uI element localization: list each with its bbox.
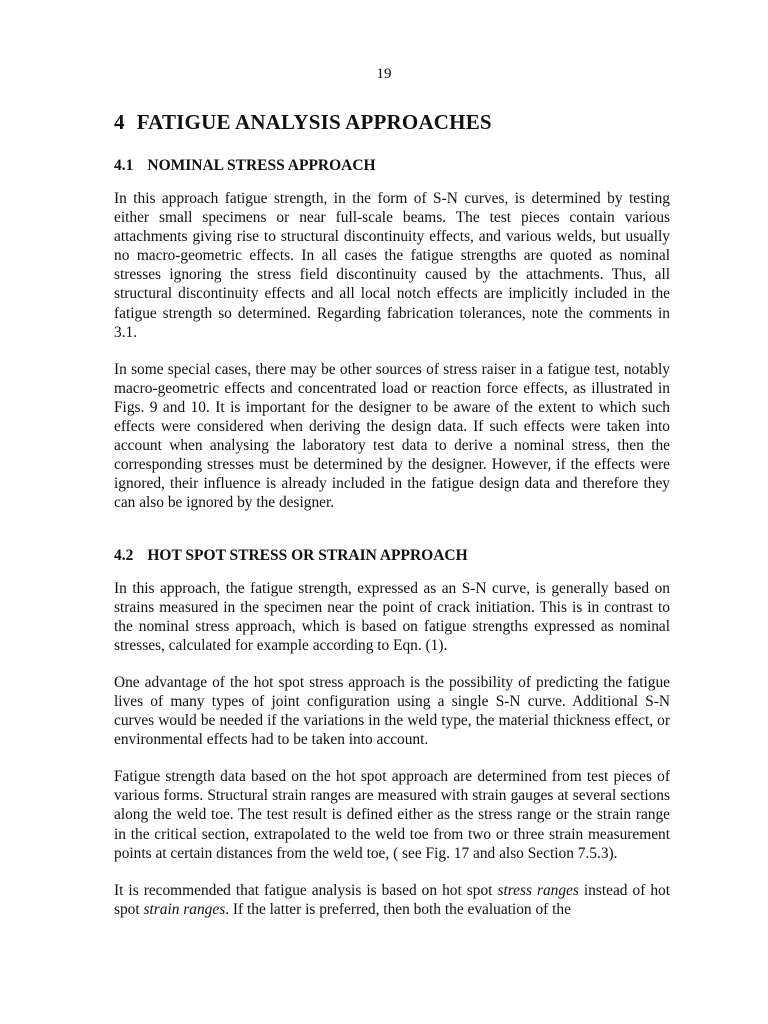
paragraph: Fatigue strength data based on the hot spot approach are determined from test pieces of various forms. Structural strain ranges are measured with strain gauges at several sections along the weld toe. The test result is defined either as the stress range or the strain range in the critical section, extrapolated to the weld toe from two or three strain measurement points at certain distances from the weld toe, ( see Fig. 17 and also Section 7.5.3). [114, 768, 670, 862]
paragraph: In this approach fatigue strength, in the form of S-N curves, is determined by testing either small specimens or near full-scale beams. The test pieces contain various attachments giving rise to structural discontinuity effects, and various welds, but usually no macro-geometric effects. In all cases the fatigue strengths are quoted as nominal stresses ignoring the stress field discontinuity caused by the attachments. Thus, all structural discontinuity effects and all local notch effects are implicitly included in the fatigue strength so determined. Regarding fabrication tolerances, note the comments in 3.1. [114, 190, 670, 341]
section-heading-4-1 [114, 157, 670, 175]
emphasis-stress-ranges: stress ranges [497, 881, 579, 899]
section-number: 4.2 [114, 546, 134, 564]
section-number: 4.1 [114, 157, 134, 174]
paragraph-partial [114, 881, 670, 919]
chapter-number: 4 [114, 110, 125, 134]
section-heading-4-2 [114, 547, 670, 565]
paragraph: In some special cases, there may be other sources of stress raiser in a fatigue test, notably macro-geometric effects and concentrated load or reaction force effects, as illustrated in Figs. 9 and 10. It is important for the designer to be aware of the extent to which such effects were considered when deriving the design data. If such effects were taken into account when analysing the laboratory test data to derive a nominal stress, then the corresponding stresses must be determined by the designer. However, if the effects were ignored, their influence is already included in the fatigue design data and therefore they can also be ignored by the designer. [114, 360, 670, 512]
chapter-heading [114, 110, 670, 135]
page-content [114, 110, 670, 919]
page-number: 19 [376, 66, 392, 82]
emphasis-strain-ranges: strain ranges [143, 900, 226, 918]
paragraph: One advantage of the hot spot stress approach is the possibility of predicting the fatigue lives of many types of joint configuration using a single S-N curve. Additional S-N curves would be needed if the variations in the weld type, the material thickness effect, or environmental effects had to be taken into account. [114, 673, 670, 749]
text-run: . If the latter is preferred, then both the evaluation of the [225, 900, 571, 918]
section-title: HOT SPOT STRESS OR STRAIN APPROACH [147, 546, 468, 564]
section-title: NOMINAL STRESS APPROACH [147, 157, 376, 174]
paragraph: In this approach, the fatigue strength, expressed as an S-N curve, is generally based on strains measured in the specimen near the point of crack initiation. This is in contrast to the nominal stress approach, which is based on fatigue strengths expressed as nominal stresses, calculated for example according to Eqn. (1). [114, 579, 670, 654]
chapter-title: FATIGUE ANALYSIS APPROACHES [136, 110, 492, 134]
text-run: instead of hot spot [114, 881, 671, 918]
text-run: It is recommended that fatigue analysis is based on hot spot [114, 881, 498, 899]
